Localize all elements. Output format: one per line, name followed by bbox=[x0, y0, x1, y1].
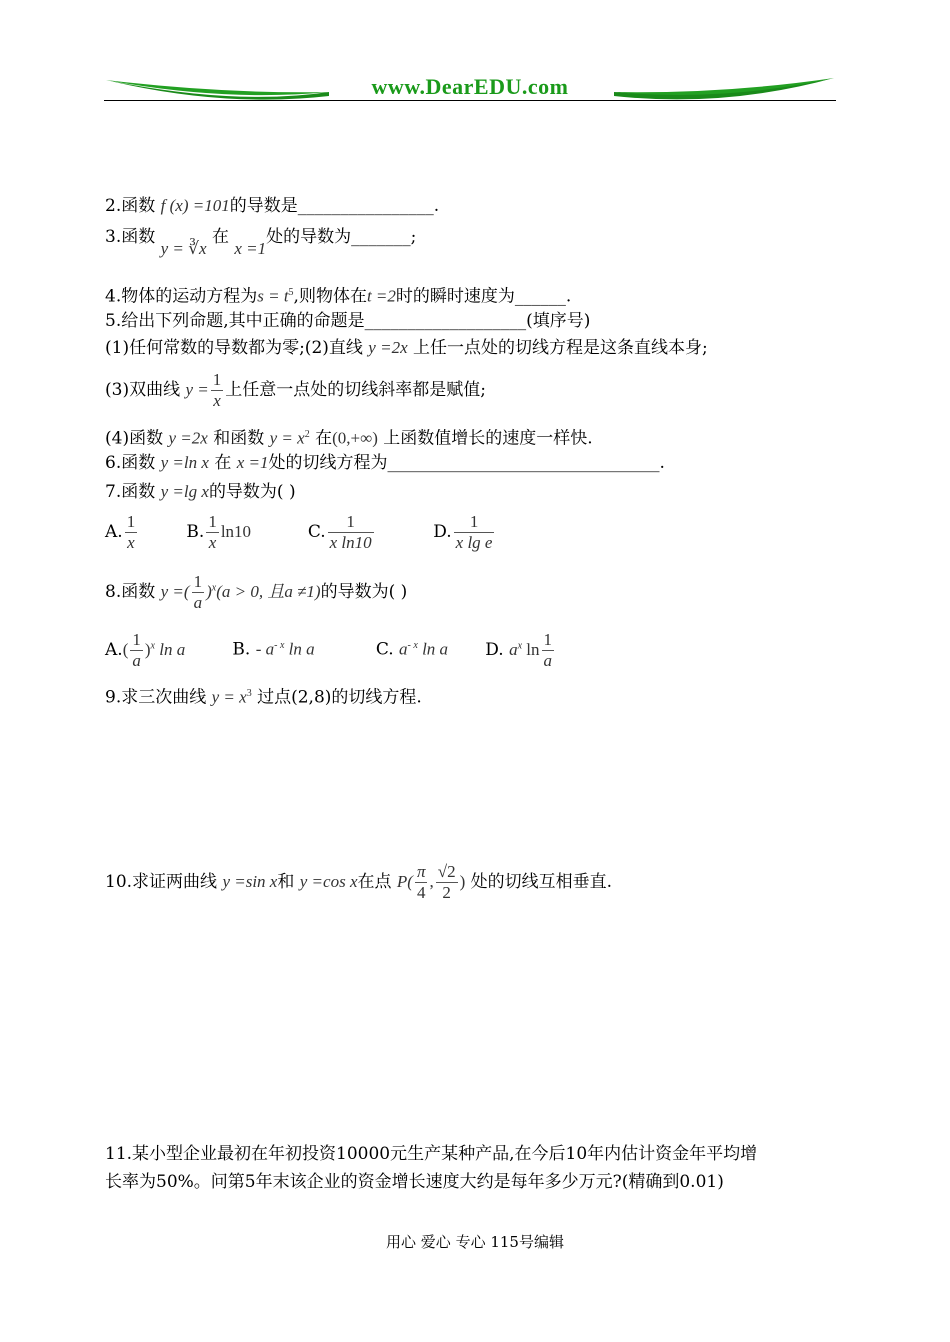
q3-math-1: y = ∛x bbox=[160, 239, 207, 258]
question-2 bbox=[105, 195, 439, 217]
q8-a-numerator: 1 bbox=[132, 630, 141, 649]
q7-option-c-label: C. bbox=[307, 522, 326, 542]
q5-p4-text: (4)函数 bbox=[105, 428, 164, 449]
q8-b-tail: ln a bbox=[284, 640, 315, 659]
q8-b-exponent: - x bbox=[274, 640, 285, 652]
q8-options bbox=[105, 630, 556, 671]
q10-math-1: y =sin x bbox=[222, 872, 278, 891]
q8-denominator: a bbox=[193, 593, 203, 612]
q8-numerator: 1 bbox=[193, 572, 203, 591]
q4-math-2: t =2 bbox=[366, 286, 396, 306]
q8-a-fraction bbox=[130, 630, 143, 671]
question-5: 5.给出下列命题,其中正确的命题是___________________(填序号) bbox=[105, 311, 591, 331]
q8-condition: (a > 0, 且a ≠1) bbox=[216, 582, 321, 601]
q7-option-c bbox=[308, 512, 428, 553]
q5-p3-denominator: x bbox=[211, 390, 224, 411]
q10-prefix: 10.求证两曲线 bbox=[105, 872, 218, 892]
q7-d-numerator: 1 bbox=[469, 512, 479, 531]
q8-d-denominator: a bbox=[543, 651, 552, 670]
q5-p4-interval: (0,+∞) bbox=[332, 428, 378, 448]
q2-math: f (x) =101 bbox=[160, 196, 230, 215]
q5-p3-math: y = bbox=[185, 380, 209, 399]
q10-pi: π bbox=[416, 862, 426, 881]
q7-b-tail: ln10 bbox=[220, 522, 252, 541]
q7-math: y =lg x bbox=[160, 482, 209, 501]
q8-a-open: ( bbox=[122, 640, 129, 659]
q8-d-fraction bbox=[542, 630, 555, 671]
q5-p4-tail: 上函数值增长的速度一样快. bbox=[383, 428, 593, 449]
logo-text: www.DearEDU.com bbox=[371, 74, 569, 99]
q7-option-b-label: B. bbox=[186, 522, 205, 542]
page-footer: 用心 爱心 专心 115号编辑 bbox=[386, 1233, 564, 1251]
q7-option-a-label: A. bbox=[105, 522, 123, 542]
q7-b-fraction bbox=[206, 512, 219, 553]
q7-suffix: 的导数为( ) bbox=[208, 482, 296, 502]
q9-exponent: 3 bbox=[246, 688, 252, 699]
q6-math-1: y =ln x bbox=[160, 453, 209, 472]
q2-prefix: 2.函数 bbox=[105, 196, 156, 216]
q8-a-tail: ln a bbox=[154, 640, 186, 659]
q8-prefix: 8.函数 bbox=[105, 582, 156, 602]
q8-b-math: - a bbox=[255, 640, 275, 659]
q7-prefix: 7.函数 bbox=[105, 482, 156, 502]
q7-option-d-label: D. bbox=[433, 522, 452, 542]
q5-proposition-4 bbox=[105, 424, 593, 450]
q8-d-numerator: 1 bbox=[543, 630, 552, 649]
q7-c-denominator: x ln10 bbox=[329, 533, 372, 552]
question-4 bbox=[105, 282, 571, 308]
q10-point-close: ) bbox=[459, 872, 466, 891]
q7-b-numerator: 1 bbox=[208, 512, 217, 531]
q4-mid: ,则物体在 bbox=[293, 286, 367, 307]
q8-option-c-label: C. bbox=[375, 640, 394, 660]
q10-math-2: y =cos x bbox=[299, 872, 358, 891]
q7-d-denominator: x lg e bbox=[455, 533, 493, 552]
q10-fraction-2 bbox=[436, 862, 458, 903]
q4-prefix: 4.物体的运动方程为 bbox=[105, 286, 258, 307]
q7-a-fraction bbox=[125, 512, 138, 553]
q7-option-b bbox=[186, 512, 302, 553]
q8-c-tail: ln a bbox=[417, 640, 449, 659]
question-11-line-1: 11.某小型企业最初在年初投资10000元生产某种产品,在今后10年内估计资金年平均增 bbox=[105, 1144, 758, 1164]
q10-at-point: 在点 bbox=[357, 872, 392, 892]
q5-p4-math-2: y = x bbox=[269, 428, 305, 448]
q3-mid: 在 bbox=[211, 227, 229, 247]
q8-math-b: ) bbox=[206, 582, 212, 601]
q7-d-fraction bbox=[454, 512, 495, 553]
q5-p3-tail: 上任意一点处的切线斜率都是赋值; bbox=[225, 380, 487, 400]
q7-a-numerator: 1 bbox=[126, 512, 136, 531]
q8-option-b bbox=[232, 635, 370, 661]
q3-prefix: 3.函数 bbox=[105, 227, 156, 247]
q10-point-open: P( bbox=[396, 872, 413, 891]
q8-option-a-label: A. bbox=[105, 640, 123, 660]
q7-option-a bbox=[105, 512, 181, 553]
q8-c-math: a bbox=[399, 640, 408, 659]
q8-option-d bbox=[485, 630, 556, 671]
question-8 bbox=[105, 572, 407, 613]
q4-exponent: 5 bbox=[288, 287, 294, 298]
q8-fraction bbox=[192, 572, 205, 613]
q6-suffix: 处的切线方程为________________________________. bbox=[268, 453, 665, 473]
q4-suffix: 时的瞬时速度为______. bbox=[395, 286, 572, 307]
q5-proposition-1-2 bbox=[105, 337, 708, 359]
q10-comma: , bbox=[429, 872, 434, 891]
question-6 bbox=[105, 452, 665, 474]
q7-c-fraction bbox=[328, 512, 374, 553]
q8-a-exponent: x bbox=[150, 640, 155, 652]
q10-suffix: 处的切线互相垂直. bbox=[470, 872, 613, 892]
q3-math-2: x =1 bbox=[234, 239, 267, 258]
q8-option-c bbox=[376, 635, 480, 661]
question-7 bbox=[105, 481, 296, 503]
q5-p3-text: (3)双曲线 bbox=[105, 380, 181, 400]
question-9 bbox=[105, 683, 422, 709]
q10-den-1: 4 bbox=[415, 882, 428, 903]
q6-mid: 在 bbox=[214, 453, 232, 473]
q6-math-2: x =1 bbox=[236, 453, 269, 472]
question-11-line-2: 长率为50%。问第5年末该企业的资金增长速度大约是每年多少万元?(精确到0.01) bbox=[105, 1172, 724, 1192]
question-10 bbox=[105, 862, 612, 903]
q5-p4-in: 在 bbox=[315, 428, 333, 449]
q8-d-math: a bbox=[509, 640, 518, 659]
q5-p4-exponent: 2 bbox=[304, 429, 310, 440]
q5-p1-tail: 上任一点处的切线方程是这条直线本身; bbox=[413, 338, 708, 358]
q7-a-denominator: x bbox=[125, 532, 138, 553]
q3-suffix: 处的导数为_______; bbox=[266, 227, 417, 247]
q10-and: 和 bbox=[277, 872, 295, 892]
q5-p1-text: (1)任何常数的导数都为零;(2)直线 bbox=[105, 338, 363, 358]
q8-suffix: 的导数为( ) bbox=[320, 582, 408, 602]
q7-c-numerator: 1 bbox=[346, 512, 355, 531]
q2-suffix: 的导数是________________. bbox=[229, 196, 440, 216]
q5-p4-math-1: y =2x bbox=[168, 428, 208, 448]
q6-prefix: 6.函数 bbox=[105, 453, 156, 473]
q8-d-exponent: x bbox=[517, 640, 523, 652]
q7-b-denominator: x bbox=[206, 532, 219, 553]
q8-exponent: x bbox=[211, 582, 217, 594]
q5-proposition-3 bbox=[105, 370, 486, 411]
q5-p3-numerator: 1 bbox=[212, 370, 222, 389]
q8-a-close: ) bbox=[144, 640, 151, 659]
q10-sqrt2: √2 bbox=[437, 862, 456, 881]
q9-suffix: 过点(2,8)的切线方程. bbox=[257, 687, 422, 708]
q8-d-tail: ln bbox=[522, 640, 540, 659]
q5-p3-fraction bbox=[211, 370, 224, 411]
q7-option-d bbox=[433, 512, 496, 553]
q8-option-a bbox=[105, 630, 227, 671]
question-3 bbox=[105, 226, 417, 258]
q10-den-2: 2 bbox=[436, 882, 458, 903]
q8-option-b-label: B. bbox=[232, 640, 251, 660]
q8-math-a: y =( bbox=[160, 582, 190, 601]
q8-c-exponent: - x bbox=[407, 640, 418, 652]
q8-a-denominator: a bbox=[132, 651, 141, 670]
header-divider bbox=[104, 100, 836, 101]
q7-options bbox=[105, 512, 496, 553]
q8-option-d-label: D. bbox=[485, 640, 504, 660]
q10-fraction-1 bbox=[415, 862, 428, 903]
q5-p4-and: 和函数 bbox=[213, 428, 265, 449]
q9-math: y = x bbox=[211, 687, 247, 707]
q9-prefix: 9.求三次曲线 bbox=[105, 687, 207, 708]
q5-p1-math: y =2x bbox=[368, 338, 408, 357]
q4-math-1: s = t bbox=[257, 286, 289, 306]
